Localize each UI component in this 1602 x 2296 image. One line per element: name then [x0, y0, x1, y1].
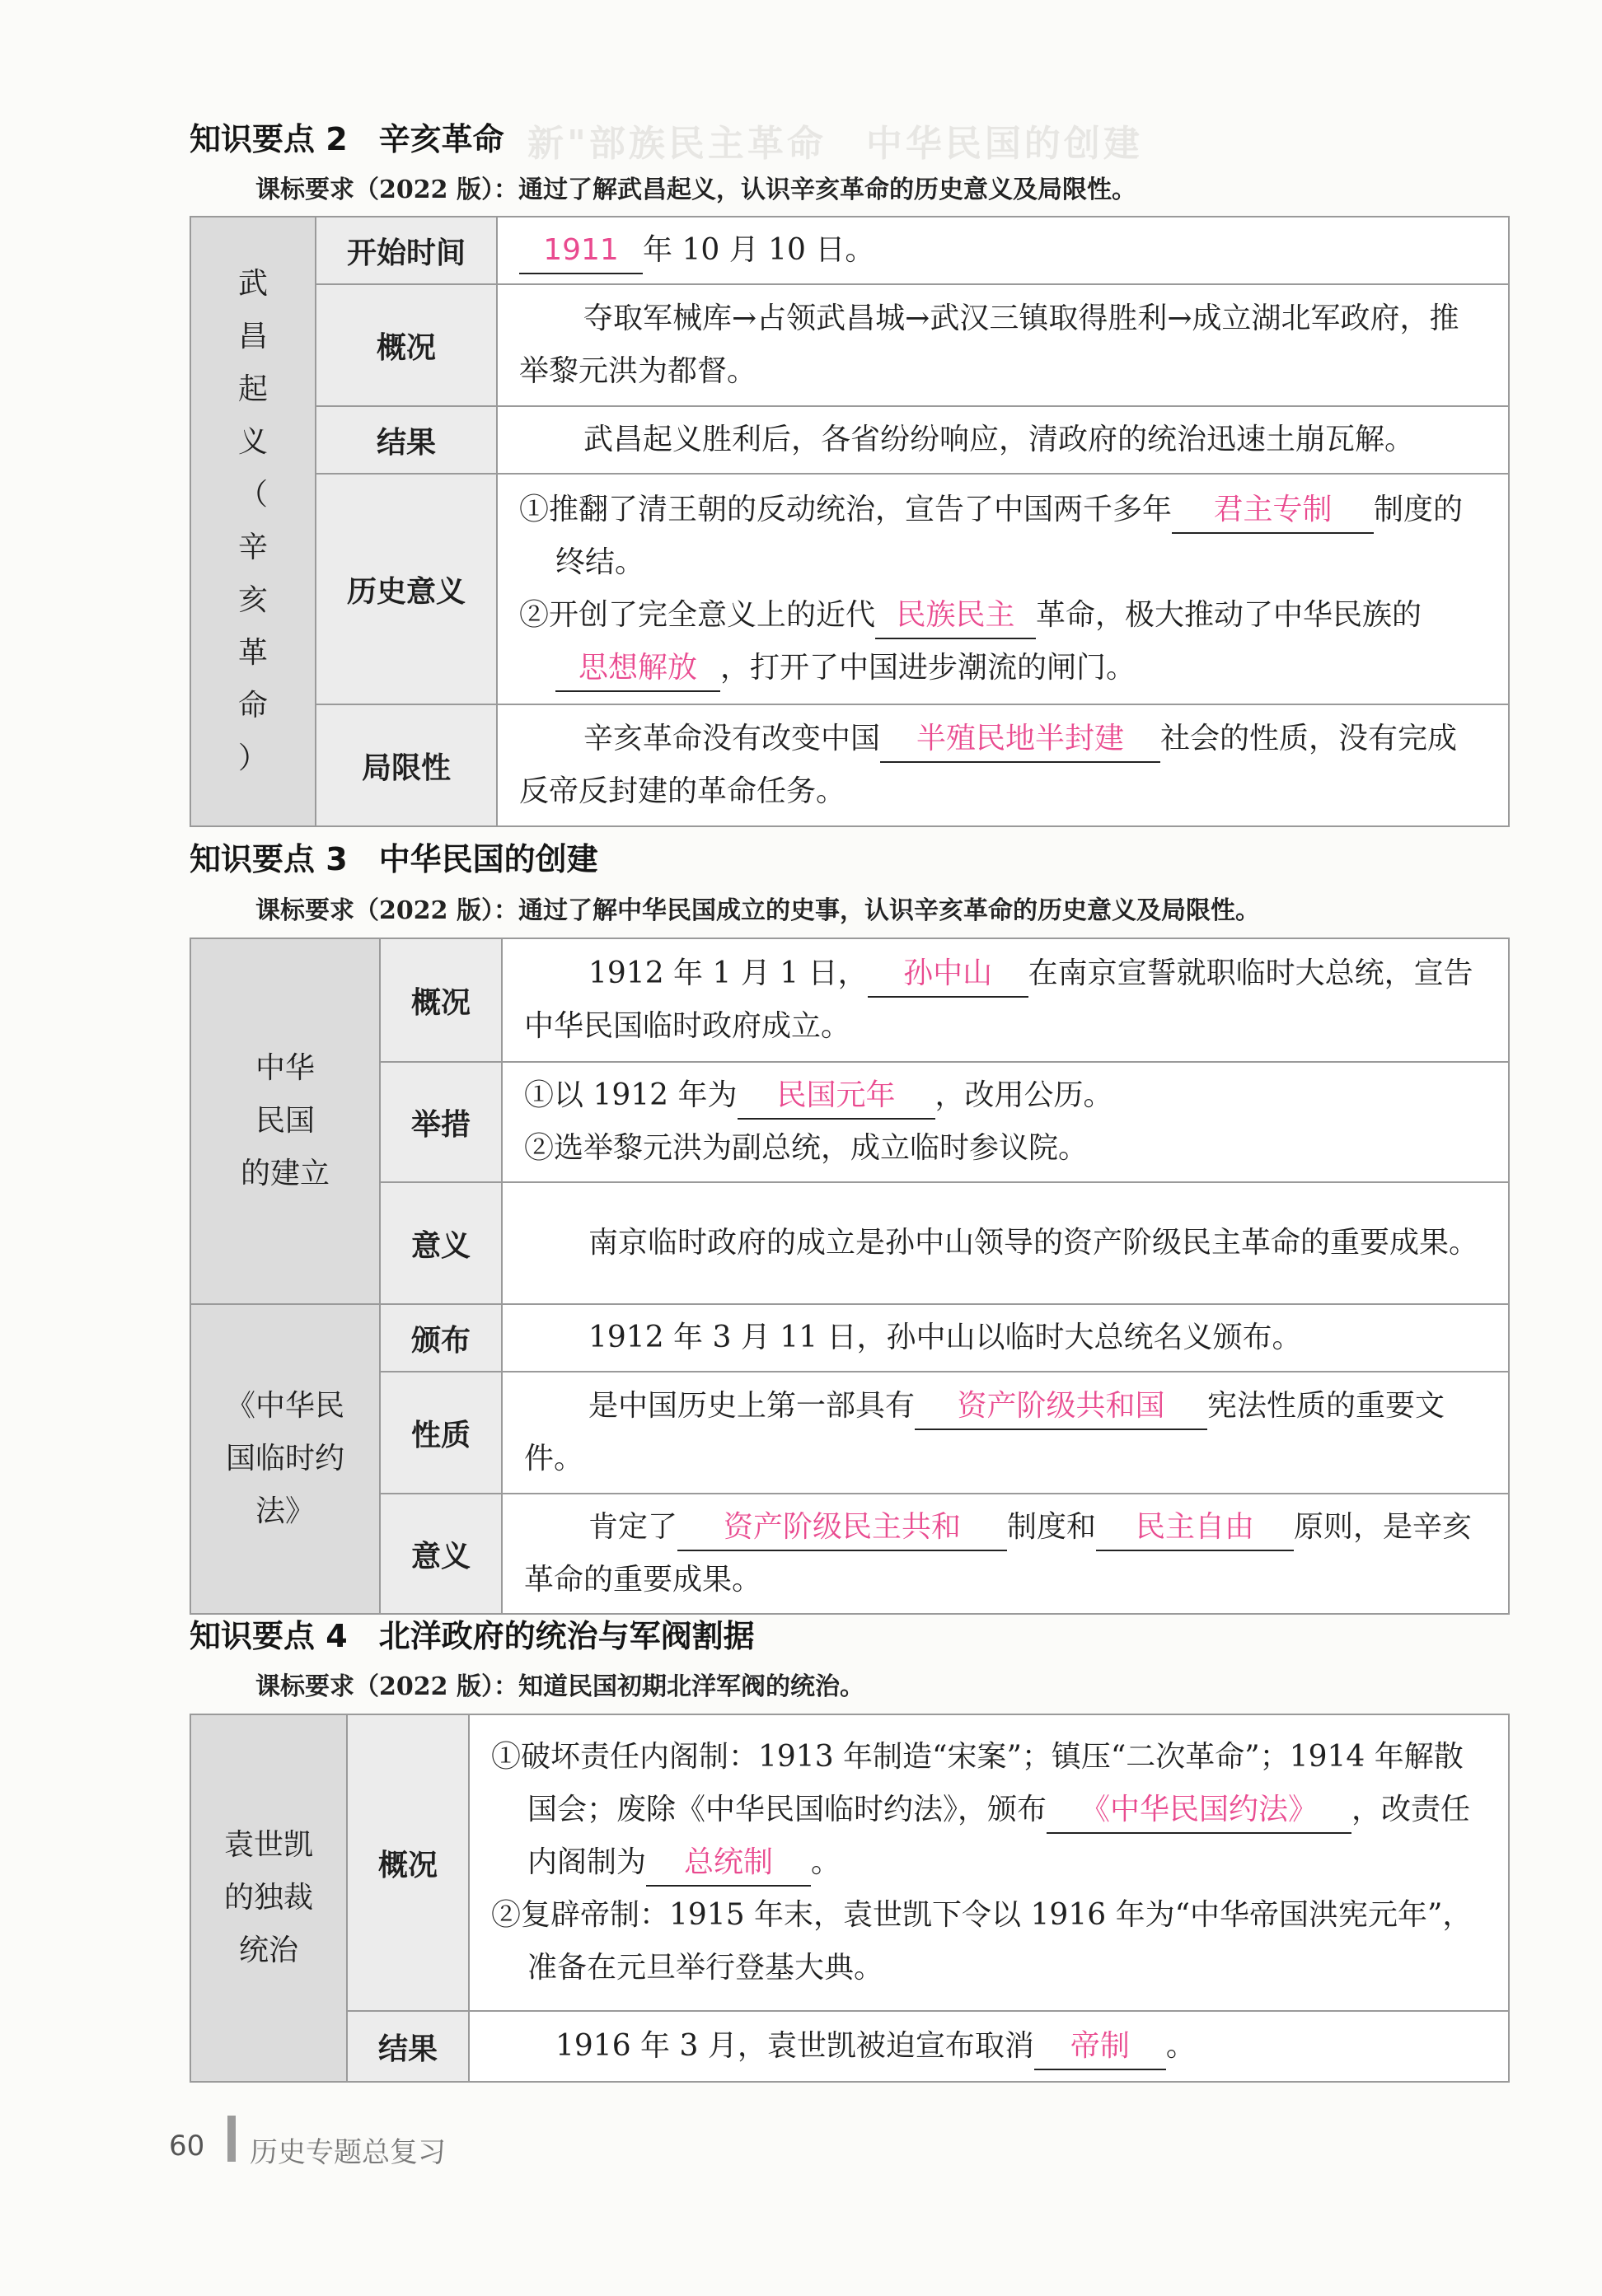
group-label-char: 昌: [237, 320, 268, 353]
row-content-start: 1911 年 10 月 10 日。: [497, 217, 1509, 284]
list-item: ②复辟帝制：1915 年末，袁世凯下令以 1916 年为“中华帝国洪宪元年”，准备在元旦举行登基大典。: [491, 1898, 1473, 1985]
answer-blank: 君主专制: [1172, 488, 1374, 534]
row-content-meaning2: 肯定了 资产阶级民主共和 制度和 民主自由 原则，是辛亥革命的重要成果。: [502, 1494, 1509, 1614]
answer-blank: 资产阶级民主共和: [677, 1505, 1007, 1551]
answer-blank: 总统制: [646, 1840, 811, 1887]
footer-divider: [227, 2116, 236, 2162]
row-label: 意义: [380, 1182, 502, 1304]
row-content-overview: 1912 年 1 月 1 日， 孙中山 在南京宣誓就职临时大总统，宣告中华民国临时政府成立。: [502, 938, 1509, 1062]
group-wuchang-uprising: [190, 217, 316, 826]
row-content-nature: 是中国历史上第一部具有 资产阶级共和国 宪法性质的重要文件。: [502, 1372, 1509, 1494]
requirement-4: 课标要求（2022 版）：知道民国初期北洋军阀的统治。: [255, 1672, 864, 1701]
row-label: 开始时间: [316, 217, 497, 284]
row-label: 举措: [380, 1062, 502, 1182]
group-label-char: 起: [237, 372, 268, 406]
table-roc-founding: [190, 938, 1510, 1615]
row-label: 颁布: [380, 1304, 502, 1372]
row-content-meaning: 南京临时政府的成立是孙中山领导的资产阶级民主革命的重要成果。: [502, 1182, 1509, 1304]
list-item: ②选举黎元洪为副总统，成立临时参议院。: [524, 1131, 1089, 1165]
group-label-char: 辛: [237, 531, 268, 564]
requirement-3: 课标要求（2022 版）：通过了解中华民国成立的史事，认识辛亥革命的历史意义及局限性。: [255, 896, 1260, 925]
group-provisional-constitution: 《中华民 国临时约 法》: [190, 1304, 380, 1614]
row-label: 局限性: [316, 704, 497, 826]
answer-blank: 《中华民国约法》: [1047, 1788, 1351, 1834]
list-item: ②开创了完全意义上的近代 民族民主 革命，极大推动了中华民族的思想解放 ，打开了中国进步潮流的闸门。: [519, 589, 1487, 694]
row-content-measures: [502, 1062, 1509, 1182]
row-content-result: 武昌起义胜利后，各省纷纷响应，清政府的统治迅速土崩瓦解。: [497, 406, 1509, 474]
section-title-2: 知识要点 2 辛亥革命: [190, 121, 504, 157]
group-label-char: 革: [237, 636, 268, 670]
list-item: ①破坏责任内阁制：1913 年制造“宋案”；镇压“二次革命”；1914 年解散国会；废除《中华民国临时约法》，颁布 《中华民国约法》 ，改责任内阁制为 总统制 。: [491, 1731, 1487, 1889]
group-label-char: 武: [237, 267, 268, 301]
group-label-char: 亥: [237, 583, 268, 617]
row-content-limitation: 辛亥革命没有改变中国 半殖民地半封建 社会的性质，没有完成反帝反封建的革命任务。: [497, 704, 1509, 826]
table-yuan-shikai: [190, 1714, 1510, 2083]
answer-blank: 帝制: [1034, 2024, 1166, 2070]
row-content-result: 1916 年 3 月，袁世凯被迫宣布取消 帝制 。: [469, 2011, 1509, 2082]
answer-blank: 思想解放: [555, 646, 720, 692]
group-label-char: 命: [237, 689, 268, 722]
answer-blank: 1911: [519, 228, 643, 274]
answer-blank: 民主自由: [1096, 1505, 1294, 1551]
table-xinhai: [190, 216, 1510, 827]
row-content-overview: 夺取军械库→占领武昌城→武汉三镇取得胜利→成立湖北军政府，推举黎元洪为都督。: [497, 284, 1509, 406]
group-roc-founding: 中华 民国 的建立: [190, 938, 380, 1304]
row-label: 意义: [380, 1494, 502, 1614]
row-content-issue: 1912 年 3 月 11 日，孙中山以临时大总统名义颁布。: [502, 1304, 1509, 1372]
section-title-4: 知识要点 4 北洋政府的统治与军阀割据: [190, 1618, 755, 1654]
group-label-char: 义: [237, 425, 268, 459]
list-item: ①推翻了清王朝的反动统治，宣告了中国两千多年 君主专制 制度的终结。: [519, 484, 1487, 589]
row-label: 结果: [316, 406, 497, 474]
answer-blank: 孙中山: [868, 952, 1028, 998]
list-item: ①以 1912 年为 民国元年 ，改用公历。: [524, 1069, 1487, 1122]
row-label: 概况: [347, 1714, 469, 2011]
answer-blank: 资产阶级共和国: [915, 1384, 1207, 1430]
row-label: 历史意义: [316, 474, 497, 704]
answer-blank: 民国元年: [738, 1073, 935, 1120]
row-content-overview: [469, 1714, 1509, 2011]
answer-blank: 民族民主: [875, 593, 1036, 639]
row-label: 概况: [380, 938, 502, 1062]
bleed-through: 新"部族民主革命 中华民国的创建: [527, 123, 1143, 165]
row-label: 性质: [380, 1372, 502, 1494]
row-label: 结果: [347, 2011, 469, 2082]
book-title: 历史专题总复习: [250, 2136, 446, 2169]
section-title-3: 知识要点 3 中华民国的创建: [190, 841, 598, 877]
group-yuan-dictatorship: 袁世凯 的独裁 统治: [190, 1714, 347, 2082]
page-number: 60: [169, 2130, 205, 2163]
requirement-2: 课标要求（2022 版）：通过了解武昌起义，认识辛亥革命的历史意义及局限性。: [255, 175, 1136, 204]
row-label: 概况: [316, 284, 497, 406]
group-label-char: ）: [237, 741, 268, 775]
group-label-char: （: [237, 478, 268, 512]
answer-blank: 半殖民地半封建: [880, 717, 1160, 763]
row-content-significance: [497, 474, 1509, 704]
